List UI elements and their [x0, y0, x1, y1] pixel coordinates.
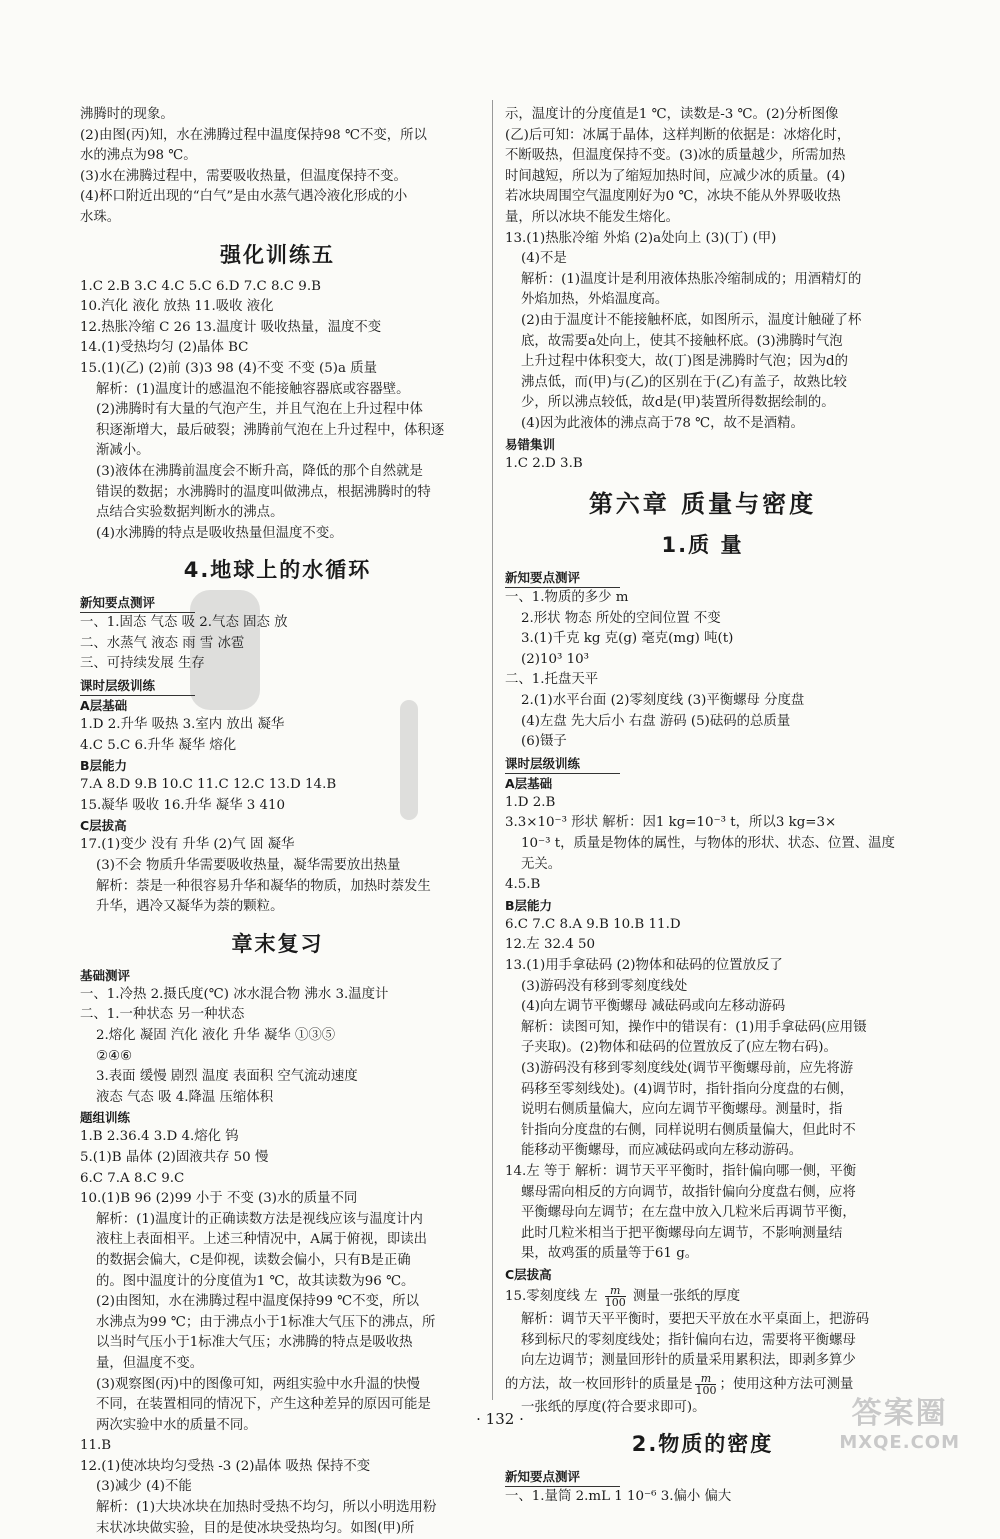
subsection-label: 新知要点测评: [505, 568, 620, 588]
answer-line: 一、1.固态 气态 吸 2.气态 固态 放: [80, 615, 288, 631]
section-heading: 1.质 量: [661, 533, 744, 558]
answer-line: 3.表面 缓慢 剧烈 温度 表面积 空气流动速度: [96, 1069, 358, 1085]
analysis-line: (3)游码没有移到零刻度线处(调节平衡螺母前，应先将游: [521, 1060, 854, 1076]
answer-line: 14.(1)受热均匀 (2)晶体 BC: [80, 340, 249, 356]
analysis-line: 解析：(1)温度计的正确读数方法是视线应该与温度计内: [96, 1211, 423, 1227]
answer-line: 二、水蒸气 液态 雨 雪 冰雹: [80, 635, 245, 651]
answer-line: (4)不是: [521, 251, 567, 267]
left-column: [80, 105, 475, 1539]
analysis-line: (3)液体在沸腾前温度会不断升高，降低的那个自然就是: [96, 463, 423, 479]
level-label: 易错集训: [505, 436, 556, 452]
answer-line: 4.C 5.C 6.升华 凝华 熔化: [80, 737, 237, 753]
analysis-line: 少，所以沸点较低，故d是(甲)装置所得数据绘制的。: [521, 395, 835, 411]
answer-line: 1.D 2.B: [505, 794, 556, 810]
level-label: A层基础: [505, 775, 553, 791]
answer-line: ②④⑥: [96, 1048, 133, 1064]
analysis-line: (3)观察图(丙)中的图像可知，两组实验中水升温的快慢: [96, 1376, 421, 1392]
analysis-line: 底，故需要a处向上，使其不接触杯底。(3)沸腾时气泡: [521, 333, 843, 349]
analysis-line: 积逐渐增大，最后破裂；沸腾前气泡在上升过程中，体积逐: [96, 422, 445, 438]
answer-line: 水的沸点为98 ℃。: [80, 148, 197, 164]
section-heading: 章末复习: [231, 931, 324, 956]
answer-line: 沸腾时的现象。: [80, 107, 174, 122]
analysis-line: 上升过程中体积变大，故(丁)图是沸腾时气泡；因为d的: [521, 354, 849, 370]
line-text: 15.零刻度线 左: [505, 1288, 602, 1304]
subsection-label: 课时层级训练: [80, 676, 195, 696]
answer-line: 一、1.物质的多少 m: [505, 590, 629, 606]
analysis-line: 渐减小。: [96, 443, 150, 459]
answer-line: (3)不会 物质升华需要吸收热量，凝华需要放出热量: [96, 858, 401, 874]
analysis-line: (2)由图知，水在沸腾过程中温度保持99 ℃不变，所以: [96, 1294, 420, 1310]
answer-line: 15.(1)(乙) (2)前 (3)3 98 (4)不变 不变 (5)a 质量: [80, 360, 378, 376]
answer-line: 2.(1)水平台面 (2)零刻度线 (3)平衡螺母 分度盘: [521, 693, 805, 709]
analysis-line: 能移动平衡螺母，而应减砝码或向左移动游码。: [521, 1143, 803, 1159]
analysis-line: 针指向分度盘的右侧，同样说明右侧质量偏大，但此时不: [521, 1122, 856, 1138]
analysis-line: 末状冰块做实验，目的是使冰块受热均匀。如图(甲)所: [96, 1520, 415, 1536]
answer-line: 若冰块周围空气温度刚好为0 ℃，冰块不能从外界吸收热: [505, 189, 841, 205]
analysis-line: 沸点低，而(甲)与(乙)的区别在于(乙)有盖子，故熟比较: [521, 374, 847, 390]
analysis-line: 错误的数据；水沸腾时的温度叫做沸点，根据沸腾时的特: [96, 484, 431, 500]
subsection-label-wrap: [505, 567, 900, 588]
section-heading: 4.地球上的水循环: [183, 558, 372, 583]
answer-line: 1.B 2.36.4 3.D 4.熔化 钨: [80, 1129, 239, 1145]
text-line-with-fraction: [505, 1284, 900, 1310]
answer-line: (4)向左调节平衡螺母 减砝码或向左移动游码: [521, 999, 786, 1015]
answer-line: 一、1.冷热 2.摄氏度(℃) 冰水混合物 沸水 3.温度计: [80, 986, 389, 1002]
analysis-line: 解析：(1)大块冰块在加热时受热不均匀，所以小明选用粉: [96, 1500, 437, 1516]
answer-line: 14.左 等于 解析：调节天平平衡时，指针偏向哪一侧，平衡: [505, 1163, 857, 1179]
answer-line: (4)左盘 先大后小 右盘 游码 (5)砝码的总质量: [521, 713, 791, 729]
answer-line: 3.(1)千克 kg 克(g) 毫克(mg) 吨(t): [521, 631, 734, 647]
analysis-line: 子夹取)。(2)物体和砝码的位置放反了(应左物右码)。: [521, 1040, 837, 1056]
fraction: [605, 1285, 626, 1308]
subsection-label: 新知要点测评: [80, 593, 195, 613]
watermark: [839, 1388, 960, 1453]
analysis-line: 量，但温度不变。: [96, 1355, 204, 1371]
answer-line: 三、可持续发展 生存: [80, 656, 205, 672]
answer-line: 平衡螺母向左调节；在左盘中放入几粒米后再调节平衡，: [521, 1205, 856, 1221]
answer-line: 15.凝华 吸收 16.升华 凝华 3 410: [80, 797, 286, 813]
analysis-line: 说明右侧质量偏大，应向左调节平衡螺母。测量时，指: [521, 1102, 843, 1118]
analysis-line: (2)由于温度计不能接触杯底，如图所示，温度计触碰了杯: [521, 312, 862, 328]
answer-line: 升华，遇冷又凝华为萘的颗粒。: [96, 899, 284, 915]
line-text: ；使用这种方法可测量: [719, 1376, 854, 1392]
line-text: 测量一张纸的厚度: [628, 1288, 741, 1304]
answer-line: 液态 气态 吸 4.降温 压缩体积: [96, 1089, 274, 1105]
answer-line: (2)由图(丙)知，水在沸腾过程中温度保持98 ℃不变，所以: [80, 127, 427, 143]
answer-line: (4)杯口附近出现的“白气”是由水蒸气遇冷液化形成的小: [80, 189, 408, 205]
answer-line: 二、1.托盘天平: [505, 672, 599, 688]
fraction-denominator: 100: [695, 1383, 717, 1397]
subsection-label-wrap: [505, 1466, 900, 1487]
answer-line: 解析：萘是一种很容易升华和凝华的物质，加热时萘发生: [96, 878, 431, 894]
answer-line: 时间越短，所以为了缩短加热时间，应减少冰的质量。(4): [505, 168, 846, 184]
answer-line: 水珠。: [80, 209, 121, 225]
analysis-line: (4)水沸腾的特点是吸收热量但温度不变。: [96, 525, 343, 541]
analysis-line: (2)沸腾时有大量的气泡产生，并且气泡在上升过程中体: [96, 402, 423, 418]
subsection-label-wrap: [505, 753, 900, 774]
subsection-label: 课时层级训练: [505, 754, 620, 774]
analysis-line: 水沸点为99 ℃；由于沸点小于1标准大气压下的沸点，所: [96, 1314, 436, 1330]
subsection-label: 新知要点测评: [505, 1467, 620, 1487]
answer-line: 2.熔化 凝固 汽化 液化 升华 凝华 ①③⑤: [96, 1028, 336, 1043]
analysis-line: 以当时气压小于1标准大气压；水沸腾的特点是吸收热: [96, 1335, 413, 1351]
answer-line: 一、1.量筒 2.mL 1 10⁻⁶ 3.偏小 偏大: [505, 1489, 732, 1505]
line-text: 的方法，故一枚回形针的质量是: [505, 1376, 693, 1392]
answer-line: 2.形状 物态 所处的空间位置 不变: [521, 610, 721, 626]
answer-line: 6.C 7.A 8.C 9.C: [80, 1170, 185, 1186]
analysis-line: 解析：调节天平平衡时，要把天平放在水平桌面上，把游码: [521, 1311, 870, 1327]
level-label: 题组训练: [80, 1110, 131, 1126]
section-heading: 第六章 质量与密度: [588, 490, 817, 519]
answer-line: 5.(1)B 晶体 (2)固液共存 50 慢: [80, 1149, 269, 1165]
answer-line: 4.5.B: [505, 877, 541, 893]
answer-line: 17.(1)变少 没有 升华 (2)气 固 凝华: [80, 837, 295, 853]
watermark-url: MXQE.COM: [839, 1432, 960, 1453]
analysis-line: 码移至零刻线处)。(4)调节时，指针指向分度盘的右侧，: [521, 1081, 854, 1097]
answer-line: 13.(1)用手拿砝码 (2)物体和砝码的位置放反了: [505, 958, 783, 973]
analysis-line: 两次实验中水的质量不同。: [96, 1417, 257, 1433]
answer-line: (3)减少 (4)不能: [96, 1479, 192, 1495]
answer-line: (3)水在沸腾过程中，需要吸收热量，但温度保持不变。: [80, 168, 407, 184]
fraction-denominator: 100: [604, 1295, 626, 1309]
answer-line: (3)游码没有移到零刻度线处: [521, 978, 688, 994]
level-label: 基础测评: [80, 967, 131, 983]
answer-line: 不断吸热，但温度保持不变。(3)冰的质量越少，所需加热: [505, 148, 846, 164]
fraction: [695, 1373, 716, 1396]
level-label: B层能力: [80, 758, 128, 774]
answer-line: (6)镊子: [521, 734, 567, 750]
answer-line: 无关。: [521, 856, 562, 872]
fraction-numerator: m: [605, 1285, 626, 1297]
level-label: C层拔高: [80, 818, 127, 834]
answer-line: 1.C 2.B 3.C 4.C 5.C 6.D 7.C 8.C 9.B: [80, 278, 321, 294]
answer-line: 3.3×10⁻³ 形状 解析：因1 kg=10⁻³ t，所以3 kg=3×: [505, 815, 837, 831]
analysis-line: 的。图中温度计的分度值为1 ℃，故其读数为96 ℃。: [96, 1273, 415, 1289]
analysis-line: 向左边调节；测量回形针的质量采用累积法，即剥多算少: [521, 1353, 856, 1369]
answer-line: 量，所以冰块不能发生熔化。: [505, 209, 680, 225]
answer-line: 10.(1)B 96 (2)99 小于 不变 (3)水的质量不同: [80, 1191, 358, 1207]
analysis-line: 解析：(1)温度计是利用液体热胀冷缩制成的；用酒精灯的: [521, 271, 862, 287]
analysis-line: 移到标尺的零刻度线处；指针偏向右边，需要将平衡螺母: [521, 1332, 856, 1348]
answer-line: 12.热胀冷缩 C 26 13.温度计 吸收热量，温度不变: [80, 319, 382, 335]
answer-line: (2)10³ 10³: [521, 651, 590, 667]
answer-line: 10.汽化 液化 放热 11.吸收 液化: [80, 299, 274, 315]
analysis-line: 一张纸的厚度(符合要求即可)。: [521, 1399, 706, 1415]
analysis-line: 解析：(1)温度计的感温泡不能接触容器底或容器壁。: [96, 381, 410, 397]
answer-line: 1.D 2.升华 吸热 3.室内 放出 凝华: [80, 717, 285, 733]
answer-line: 12.左 32.4 50: [505, 937, 596, 953]
answer-line: 11.B: [80, 1438, 112, 1454]
column-divider: [492, 100, 493, 1400]
analysis-line: 液柱上表面相平。上述三种情况中，A属于俯视，即读出: [96, 1232, 428, 1248]
subsection-label-wrap: [80, 675, 475, 696]
level-label: A层基础: [80, 698, 128, 714]
answer-line: 12.(1)使冰块均匀受热 -3 (2)晶体 吸热 保持不变: [80, 1458, 371, 1474]
answer-line: (乙)后可知：冰属于晶体，这样判断的依据是：冰熔化时，: [505, 127, 851, 143]
section-heading: 强化训练五: [220, 242, 335, 267]
level-label: C层拔高: [505, 1266, 552, 1282]
fraction-numerator: m: [695, 1373, 716, 1385]
subsection-label-wrap: [80, 592, 475, 613]
answer-line: 7.A 8.D 9.B 10.C 11.C 12.C 13.D 14.B: [80, 777, 337, 793]
answer-line: 此时几粒米相当于把平衡螺母向左调节，不影响测量结: [521, 1225, 843, 1241]
analysis-line: 的数据会偏大，C是仰视，读数会偏小，只有B是正确: [96, 1252, 411, 1268]
analysis-line: 点结合实验数据判断水的沸点。: [96, 505, 284, 521]
section-heading: 2.物质的密度: [631, 1432, 774, 1457]
answer-line: 13.(1)热胀冷缩 外焰 (2)a处向上 (3)(丁) (甲): [505, 230, 777, 246]
analysis-line: 不同，在装置相同的情况下，产生这种差异的原因可能是: [96, 1397, 431, 1413]
answer-line: 螺母需向相反的方向调节，故指针偏向分度盘右侧，应将: [521, 1184, 856, 1200]
answer-line: 示，温度计的分度值是1 ℃，读数是-3 ℃。(2)分析图像: [505, 107, 839, 122]
analysis-line: 外焰加热，外焰温度高。: [521, 292, 669, 308]
page-number: · 132 ·: [476, 1410, 524, 1428]
right-column: [505, 105, 900, 1508]
answer-line: 6.C 7.C 8.A 9.B 10.B 11.D: [505, 916, 681, 932]
analysis-line: 解析：读图可知，操作中的错误有：(1)用手拿砝码(应用镊: [521, 1019, 867, 1035]
level-label: B层能力: [505, 897, 553, 913]
answer-line: 1.C 2.D 3.B: [505, 455, 583, 471]
answer-line: 10⁻³ t，质量是物体的属性，与物体的形状、状态、位置、温度: [521, 836, 895, 852]
watermark-title: 答案圈: [851, 1396, 948, 1431]
answer-line: 二、1.一种状态 另一种状态: [80, 1007, 245, 1023]
analysis-line: (4)因为此液体的沸点高于78 ℃，故不是酒精。: [521, 415, 804, 431]
answer-line: 果，故鸡蛋的质量等于61 g。: [521, 1246, 699, 1262]
